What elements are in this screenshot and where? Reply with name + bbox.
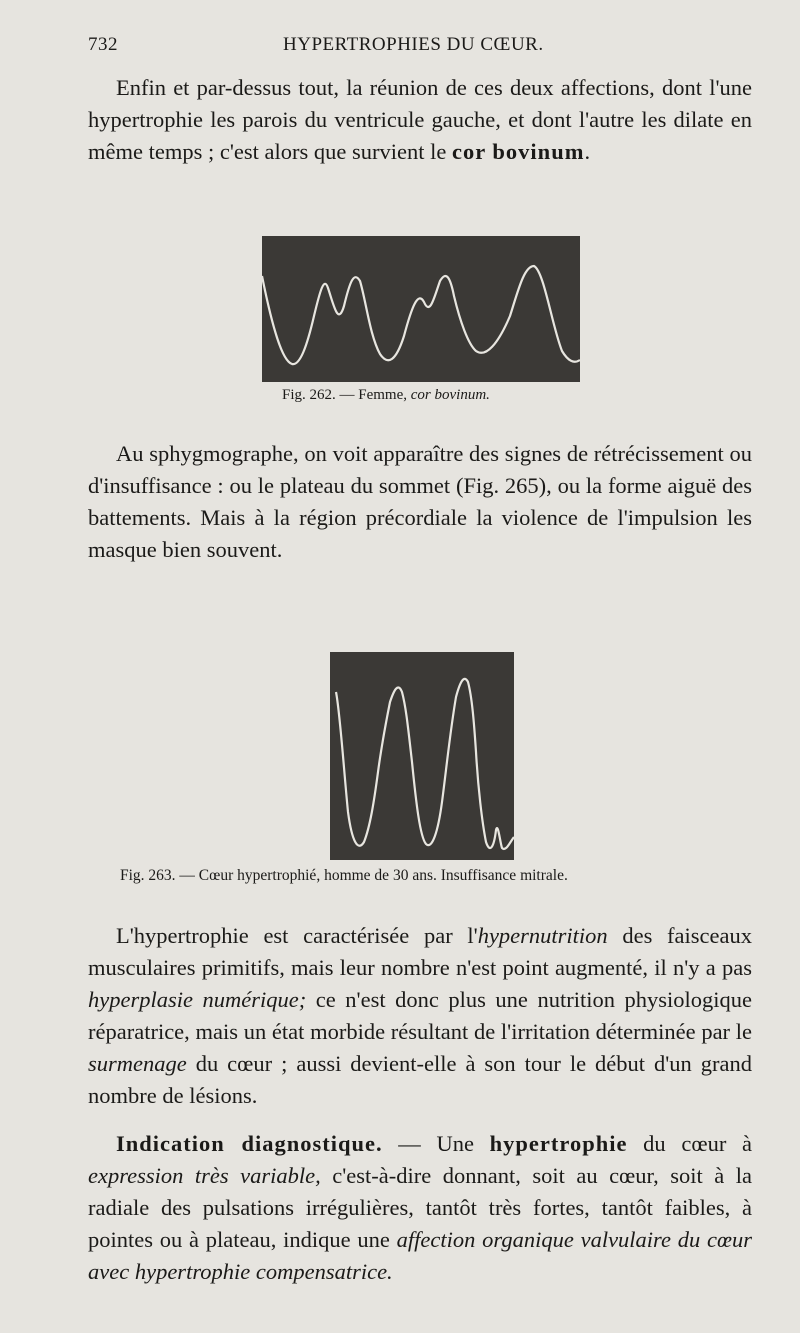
- term-cor-bovinum: cor bovinum: [451, 139, 585, 164]
- term-affection: affection organique valvulaire du cœur avec hypertrophie compensatrice.: [88, 1227, 752, 1284]
- term-expression: expression très variable,: [88, 1163, 321, 1188]
- figure-263-caption: Fig. 263. — Cœur hypertrophié, homme de 30 ans. Insuffisance mitrale.: [120, 867, 568, 884]
- running-title: HYPERTROPHIES DU CŒUR.: [283, 34, 544, 55]
- section-heading: Indication diagnostique.: [116, 1131, 383, 1156]
- term-hypertrophie: hypertrophie: [489, 1131, 628, 1156]
- pulse-wave-line: [262, 266, 580, 364]
- sphygmogram-262: [262, 236, 580, 382]
- paragraph-text: Enfin et par-dessus tout, la réunion de ces deux affections, dont l'une hypertrophie les parois du ventricule gauche, et dont l'autre les dilate en même temps ; c'est alors que survient le: [88, 75, 752, 164]
- pulse-wave-line: [336, 679, 514, 849]
- paragraph-hypertrophie: L'hypertrophie est caractérisée par l'hypernutrition des faisceaux musculaires primitifs, mais leur nombre n'est point augmenté, il n'y a pas hyperplasie numérique; ce n'est donc plus une nutrition physiologique réparatrice, mais un état morbide résultant de l'irritation déterminée par le surmenage du cœur ; aussi devient-elle à son tour le début d'un grand nombre de lésions.: [88, 923, 752, 1108]
- paragraph-text: Au sphygmographe, on voit apparaître des signes de rétrécissement ou d'insuffisance : ou le plateau du sommet (Fig. 265), ou la forme aiguë des battements. Mais à la région précordiale la violence de l'impulsion les masque bien souvent.: [88, 441, 752, 562]
- page-number: 732: [88, 34, 118, 55]
- figure-262-tracing: [262, 236, 580, 382]
- figure-263-tracing: [330, 652, 514, 860]
- paragraph-cor-bovinum: Enfin et par-dessus tout, la réunion de ces deux affections, dont l'une hypertrophie les parois du ventricule gauche, et dont l'autre les dilate en même temps ; c'est alors que survient le cor bovinum.: [88, 75, 752, 164]
- figure-262-caption: Fig. 262. — Femme, cor bovinum.: [282, 387, 490, 403]
- term-hyperplasie: hyperplasie numérique;: [88, 987, 307, 1012]
- paragraph-indication: Indication diagnostique. — Une hypertrophie du cœur à expression très variable, c'est-à-dire donnant, soit au cœur, soit à la radiale des pulsations irrégulières, tantôt très fortes, tantôt faibles, à pointes ou à plateau, indique une affection organique valvulaire du cœur avec hypertrophie compensatrice.: [88, 1131, 752, 1284]
- paragraph-sphygmographe: [88, 438, 752, 566]
- term-surmenage: surmenage: [88, 1051, 187, 1076]
- page-header: [88, 34, 768, 62]
- sphygmogram-263: [330, 652, 514, 860]
- term-hypernutrition: hypernutrition: [477, 923, 608, 948]
